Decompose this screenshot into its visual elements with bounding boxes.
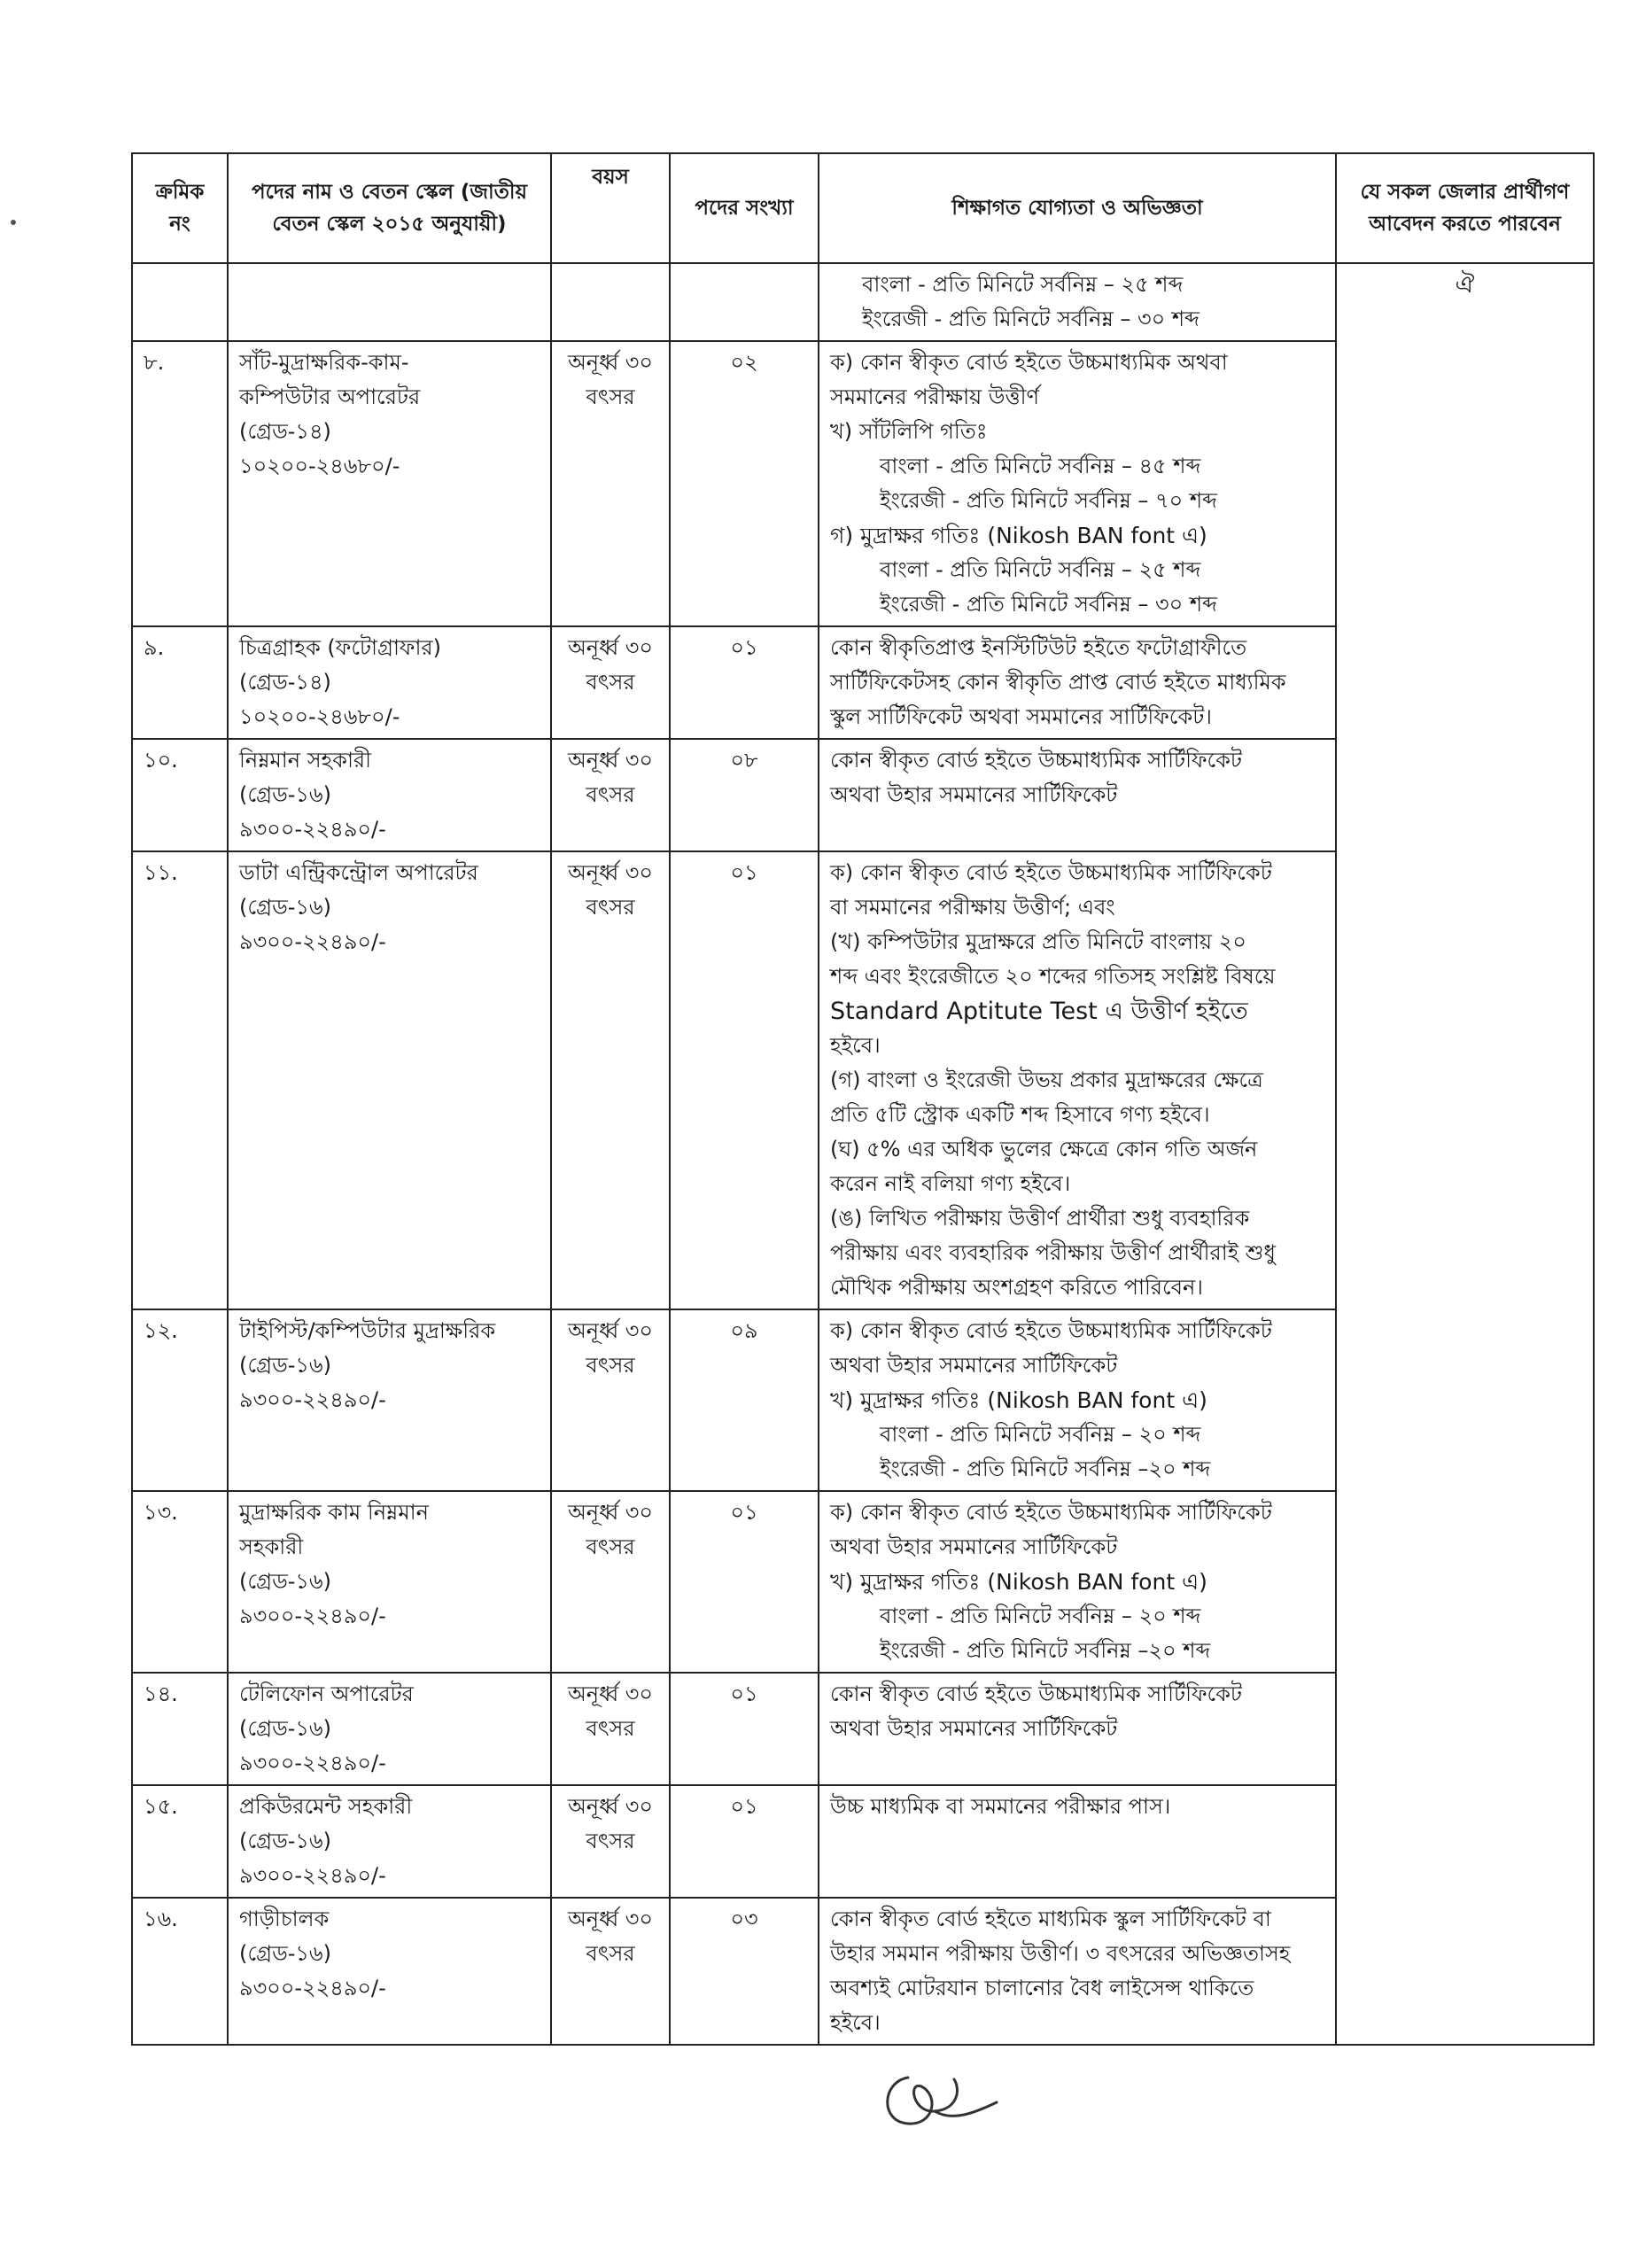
cell-serial: [132, 263, 228, 341]
qualification-line: বা সমমানের পরীক্ষায় উত্তীর্ণ; এবং: [830, 895, 1115, 920]
cell-age: [551, 1785, 670, 1898]
post-name-line: কম্পিউটার অপারেটর: [239, 384, 421, 409]
post-name-line: নিম্নমান সহকারী: [239, 748, 371, 773]
cell-qualification: [819, 1309, 1336, 1491]
post-name-line: (গ্রেড-১৬): [239, 782, 331, 807]
header-qualification: শিক্ষাগত যোগ্যতা ও অভিজ্ঞতা: [819, 153, 1336, 263]
qualification-line: ক) কোন স্বীকৃত বোর্ড হইতে উচ্চমাধ্যমিক অথবা: [830, 350, 1228, 375]
post-name-line: চিত্রগ্রাহক (ফটোগ্রাফার): [239, 635, 441, 660]
post-name-line: ৯৩০০-২২৪৯০/-: [239, 1863, 386, 1888]
header-age: বয়স: [551, 153, 670, 263]
post-name-line: (গ্রেড-১৪): [239, 419, 331, 444]
qualification-line: (ঘ) ৫% এর অধিক ভুলের ক্ষেত্রে কোন গতি অর্জন: [830, 1137, 1258, 1161]
cell-age: [551, 851, 670, 1309]
post-name-line: (গ্রেড-১৬): [239, 895, 331, 920]
qualification-line: খ) মুদ্রাক্ষর গতিঃ (Nikosh BAN font এ): [830, 1569, 1207, 1595]
cell-age: [551, 1673, 670, 1785]
cell-serial: ৮.: [132, 341, 228, 626]
qualification-line: প্রতি ৫টি স্ট্রোক একটি শব্দ হিসাবে গণ্য হইবে।: [830, 1102, 1210, 1127]
post-name-line: ৯৩০০-২২৪৯০/-: [239, 1976, 386, 2000]
cell-post-name: [228, 341, 551, 626]
qualification-line: ইংরেজী - প্রতি মিনিটে সর্বনিম্ন – ৩০ শব্দ: [880, 592, 1217, 617]
qualification-line: সার্টিফিকেটসহ কোন স্বীকৃতি প্রাপ্ত বোর্ড হইতে মাধ্যমিক: [830, 670, 1286, 695]
age-line: বৎসর: [586, 1829, 635, 1853]
age-line: অনূর্ধ্ব ৩০: [567, 1500, 654, 1525]
cell-count: ০৩: [670, 1898, 819, 2045]
cell-serial: ১০.: [132, 739, 228, 851]
districts-ditto-mark: ঐ: [1455, 271, 1475, 299]
post-name-line: (গ্রেড-১৬): [239, 1353, 331, 1378]
cell-qualification: [819, 341, 1336, 626]
post-name-line: ১০২০০-২৪৬৮০/-: [239, 704, 400, 729]
post-name-line: (গ্রেড-১৬): [239, 1941, 331, 1966]
cell-qualification: [819, 263, 1336, 341]
cell-post-name: [228, 1309, 551, 1491]
cell-post-name: [228, 851, 551, 1309]
cell-count: ০৮: [670, 739, 819, 851]
qualification-line: Standard Aptitute Test এ উত্তীর্ণ হইতে: [830, 998, 1248, 1025]
post-name-line: (গ্রেড-১৬): [239, 1716, 331, 1741]
post-name-line: ১০২০০-২৪৬৮০/-: [239, 454, 400, 478]
cell-qualification: [819, 1673, 1336, 1785]
posts-table: [131, 152, 1595, 2046]
post-name-line: সহকারী: [239, 1534, 304, 1559]
qualification-line: অবশ্যই মোটরযান চালানোর বৈধ লাইসেন্স থাকিতে: [830, 1976, 1254, 2000]
cell-qualification: [819, 1491, 1336, 1673]
table-body: [132, 263, 1594, 2045]
age-line: অনূর্ধ্ব ৩০: [567, 350, 654, 375]
cell-serial: ৯.: [132, 626, 228, 739]
age-line: অনূর্ধ্ব ৩০: [567, 1794, 654, 1819]
post-name-line: প্রকিউরমেন্ট সহকারী: [239, 1794, 413, 1819]
post-name-line: ৯৩০০-২২৪৯০/-: [239, 929, 386, 954]
qualification-line: বাংলা - প্রতি মিনিটে সর্বনিম্ন – ৪৫ শব্দ: [880, 454, 1201, 478]
cell-age: [551, 1898, 670, 2045]
scan-speck: [11, 220, 16, 225]
post-name-line: টাইপিস্ট/কম্পিউটার মুদ্রাক্ষরিক: [239, 1318, 496, 1343]
qualification-line: হইবে।: [830, 2010, 881, 2035]
cell-serial: ১৫.: [132, 1785, 228, 1898]
cell-age: [551, 739, 670, 851]
qualification-line: উচ্চ মাধ্যমিক বা সমমানের পরীক্ষার পাস।: [830, 1794, 1171, 1819]
cell-count: ০৯: [670, 1309, 819, 1491]
cell-count: ০১: [670, 626, 819, 739]
cell-post-name: [228, 1491, 551, 1673]
post-name-line: সাঁট-মুদ্রাক্ষরিক-কাম-: [239, 350, 409, 375]
cell-qualification: [819, 626, 1336, 739]
qualification-line: ইংরেজী - প্রতি মিনিটে সর্বনিম্ন –২০ শব্দ: [880, 1456, 1211, 1481]
cell-serial: ১১.: [132, 851, 228, 1309]
post-name-line: ৯৩০০-২২৪৯০/-: [239, 1751, 386, 1775]
qualification-line: কোন স্বীকৃত বোর্ড হইতে উচ্চমাধ্যমিক সার্টিফিকেট: [830, 1682, 1242, 1706]
qualification-line: অথবা উহার সমমানের সার্টিফিকেট: [830, 1353, 1118, 1378]
cell-count: ০১: [670, 851, 819, 1309]
cell-post-name: [228, 1785, 551, 1898]
cell-age: [551, 263, 670, 341]
age-line: অনূর্ধ্ব ৩০: [567, 1318, 654, 1343]
cell-post-name: [228, 739, 551, 851]
age-line: বৎসর: [586, 782, 635, 807]
cell-count: ০১: [670, 1785, 819, 1898]
post-name-line: (গ্রেড-১৬): [239, 1829, 331, 1853]
cell-qualification: [819, 1785, 1336, 1898]
qualification-line: অথবা উহার সমমানের সার্টিফিকেট: [830, 782, 1118, 807]
cell-count: ০১: [670, 1491, 819, 1673]
header-districts: যে সকল জেলার প্রার্থীগণ আবেদন করতে পারবেন: [1336, 153, 1594, 263]
qualification-line: স্কুল সার্টিফিকেট অথবা সমমানের সার্টিফিকেট।: [830, 704, 1212, 729]
qualification-line: অথবা উহার সমমানের সার্টিফিকেট: [830, 1534, 1118, 1559]
qualification-line: ইংরেজী - প্রতি মিনিটে সর্বনিম্ন – ৩০ শব্দ: [862, 307, 1200, 331]
header-post-name: পদের নাম ও বেতন স্কেল (জাতীয় বেতন স্কেল ২০১৫ অনুযায়ী): [228, 153, 551, 263]
qualification-line: বাংলা - প্রতি মিনিটে সর্বনিম্ন – ২০ শব্দ: [880, 1422, 1201, 1447]
header-count: পদের সংখ্যা: [670, 153, 819, 263]
qualification-line: (ঙ) লিখিত পরীক্ষায় উত্তীর্ণ প্রার্থীরা শুধু ব্যবহারিক: [830, 1206, 1250, 1231]
qualification-line: উহার সমমান পরীক্ষায় উত্তীর্ণ। ৩ বৎসরের অভিজ্ঞতাসহ: [830, 1941, 1291, 1966]
cell-age: [551, 1491, 670, 1673]
qualification-line: ইংরেজী - প্রতি মিনিটে সর্বনিম্ন –২০ শব্দ: [880, 1638, 1211, 1663]
signature-mark: [873, 2060, 1005, 2140]
post-name-line: ৯৩০০-২২৪৯০/-: [239, 1604, 386, 1628]
age-line: বৎসর: [586, 895, 635, 920]
cell-age: [551, 626, 670, 739]
age-line: বৎসর: [586, 670, 635, 695]
age-line: অনূর্ধ্ব ৩০: [567, 1907, 654, 1931]
qualification-line: ইংরেজী - প্রতি মিনিটে সর্বনিম্ন – ৭০ শব্দ: [880, 488, 1217, 513]
cell-count: [670, 263, 819, 341]
cell-age: [551, 1309, 670, 1491]
age-line: বৎসর: [586, 1353, 635, 1378]
post-name-line: (গ্রেড-১৪): [239, 670, 331, 695]
qualification-line: হইবে।: [830, 1033, 881, 1058]
cell-serial: ১২.: [132, 1309, 228, 1491]
age-line: বৎসর: [586, 1716, 635, 1741]
cell-count: ০২: [670, 341, 819, 626]
qualification-line: ক) কোন স্বীকৃত বোর্ড হইতে উচ্চমাধ্যমিক সার্টিফিকেট: [830, 860, 1272, 885]
qualification-line: বাংলা - প্রতি মিনিটে সর্বনিম্ন – ২০ শব্দ: [880, 1604, 1201, 1628]
cell-serial: ১৬.: [132, 1898, 228, 2045]
qualification-line: ক) কোন স্বীকৃত বোর্ড হইতে উচ্চমাধ্যমিক সার্টিফিকেট: [830, 1318, 1272, 1343]
cell-qualification: [819, 739, 1336, 851]
post-name-line: টেলিফোন অপারেটর: [239, 1682, 414, 1706]
post-name-line: গাড়ীচালক: [239, 1907, 330, 1931]
age-line: বৎসর: [586, 1941, 635, 1966]
qualification-line: সমমানের পরীক্ষায় উত্তীর্ণ: [830, 384, 1040, 409]
qualification-line: গ) মুদ্রাক্ষর গতিঃ (Nikosh BAN font এ): [830, 523, 1207, 548]
qualification-line: শব্দ এবং ইংরেজীতে ২০ শব্দের গতিসহ সংশ্লিষ্ট বিষয়ে: [830, 964, 1276, 989]
cell-post-name: [228, 1673, 551, 1785]
age-line: অনূর্ধ্ব ৩০: [567, 860, 654, 885]
qualification-line: কোন স্বীকৃতিপ্রাপ্ত ইনস্টিটিউট হইতে ফটোগ্রাফীতে: [830, 635, 1247, 660]
post-name-line: মুদ্রাক্ষরিক কাম নিম্নমান: [239, 1500, 429, 1525]
cell-districts: [1336, 263, 1594, 2045]
qualification-line: কোন স্বীকৃত বোর্ড হইতে মাধ্যমিক স্কুল সার্টিফিকেট বা: [830, 1907, 1271, 1931]
qualification-line: করেন নাই বলিয়া গণ্য হইবে।: [830, 1171, 1071, 1196]
qualification-line: (খ) কম্পিউটার মুদ্রাক্ষরে প্রতি মিনিটে বাংলায় ২০: [830, 929, 1246, 954]
age-line: অনূর্ধ্ব ৩০: [567, 635, 654, 660]
qualification-line: পরীক্ষায় এবং ব্যবহারিক পরীক্ষায় উত্তীর্ণ প্রার্থীরাই শুধু: [830, 1240, 1276, 1265]
post-name-line: ৯৩০০-২২৪৯০/-: [239, 1387, 386, 1412]
age-line: অনূর্ধ্ব ৩০: [567, 1682, 654, 1706]
qualification-line: (গ) বাংলা ও ইংরেজী উভয় প্রকার মুদ্রাক্ষরের ক্ষেত্রে: [830, 1068, 1263, 1092]
cell-serial: ১৪.: [132, 1673, 228, 1785]
cell-serial: ১৩.: [132, 1491, 228, 1673]
header-serial: ক্রমিক নং: [132, 153, 228, 263]
qualification-line: ক) কোন স্বীকৃত বোর্ড হইতে উচ্চমাধ্যমিক সার্টিফিকেট: [830, 1500, 1272, 1525]
age-line: বৎসর: [586, 384, 635, 409]
qualification-line: খ) সাঁটলিপি গতিঃ: [830, 419, 988, 444]
post-name-line: ৯৩০০-২২৪৯০/-: [239, 817, 386, 842]
qualification-line: মৌখিক পরীক্ষায় অংশগ্রহণ করিতে পারিবেন।: [830, 1275, 1203, 1300]
qualification-line: কোন স্বীকৃত বোর্ড হইতে উচ্চমাধ্যমিক সার্টিফিকেট: [830, 748, 1242, 773]
qualification-line: খ) মুদ্রাক্ষর গতিঃ (Nikosh BAN font এ): [830, 1387, 1207, 1413]
qualification-line: বাংলা - প্রতি মিনিটে সর্বনিম্ন – ২৫ শব্দ: [880, 557, 1201, 582]
cell-count: ০১: [670, 1673, 819, 1785]
post-name-line: (গ্রেড-১৬): [239, 1569, 331, 1594]
cell-qualification: [819, 1898, 1336, 2045]
table-header-row: [132, 153, 1594, 263]
age-line: অনূর্ধ্ব ৩০: [567, 748, 654, 773]
cell-qualification: [819, 851, 1336, 1309]
cell-post-name: [228, 626, 551, 739]
age-line: বৎসর: [586, 1534, 635, 1559]
cell-post-name: [228, 1898, 551, 2045]
qualification-line: বাংলা - প্রতি মিনিটে সর্বনিম্ন – ২৫ শব্দ: [862, 272, 1184, 297]
cell-age: [551, 341, 670, 626]
cell-post-name: [228, 263, 551, 341]
qualification-line: অথবা উহার সমমানের সার্টিফিকেট: [830, 1716, 1118, 1741]
table-row-continued: [132, 263, 1594, 341]
post-name-line: ডাটা এন্ট্রিকন্ট্রোল অপারেটর: [239, 860, 478, 885]
